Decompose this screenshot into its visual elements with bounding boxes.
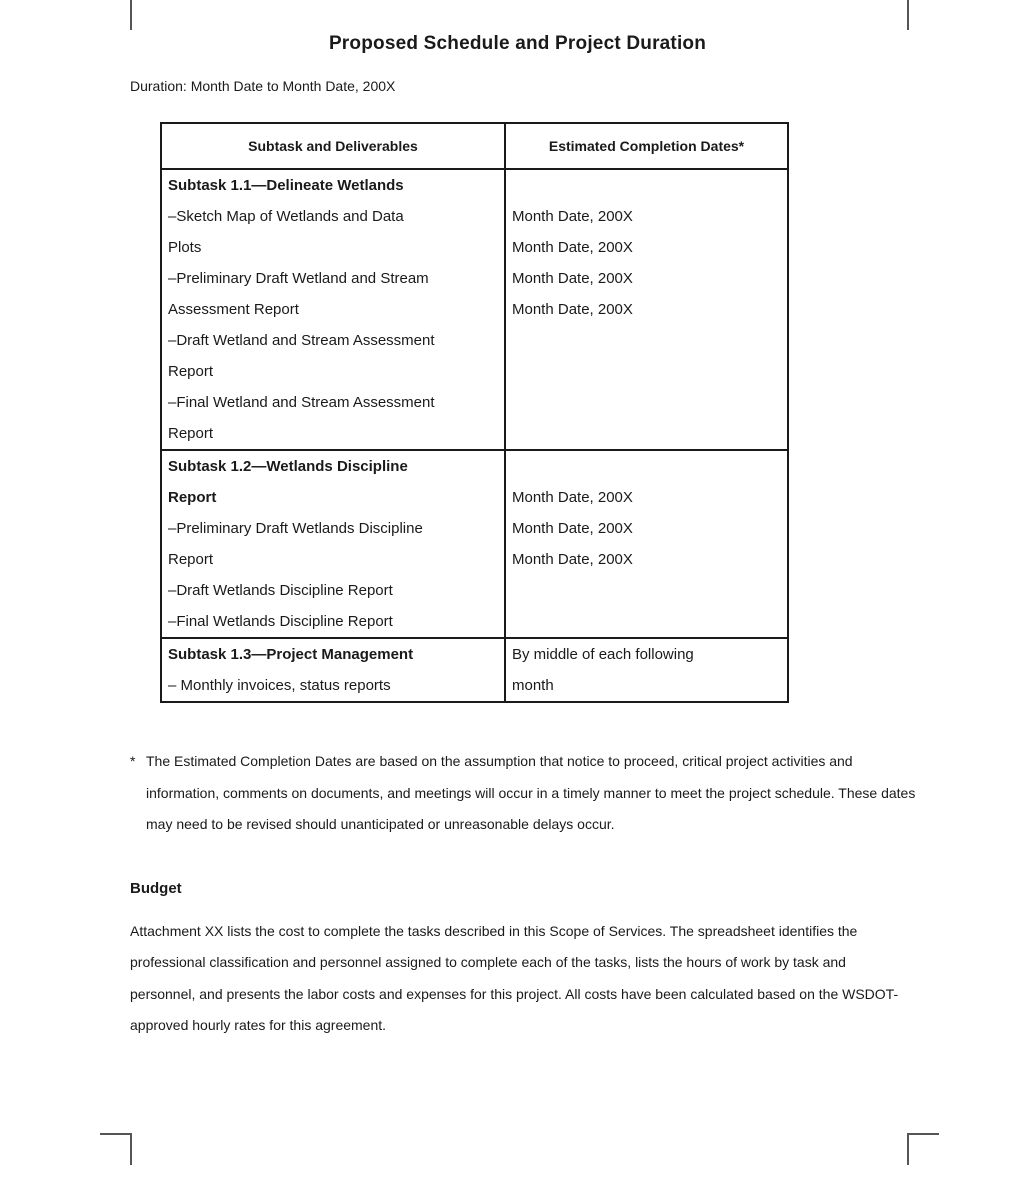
completion-date: month xyxy=(512,677,554,694)
completion-date: Month Date, 200X xyxy=(512,551,633,568)
subtask-heading: Subtask 1.3—Project Management xyxy=(168,646,414,663)
subtask-heading: Report xyxy=(168,489,217,506)
table-row xyxy=(161,169,788,450)
deliverable-line: Report xyxy=(168,425,214,442)
footnote-marker: * xyxy=(130,753,136,769)
deliverable-line: –Draft Wetland and Stream Assessment xyxy=(168,332,435,349)
subtask-heading: Subtask 1.2—Wetlands Discipline xyxy=(168,458,408,475)
completion-date: Month Date, 200X xyxy=(512,520,633,537)
date-cell xyxy=(505,169,788,450)
duration-line: Duration: Month Date to Month Date, 200X xyxy=(130,78,396,94)
completion-date: Month Date, 200X xyxy=(512,489,633,506)
deliverable-line: – Monthly invoices, status reports xyxy=(168,677,391,694)
date-cell xyxy=(505,638,788,702)
crop-mark-bottom-right xyxy=(907,1133,939,1165)
table-row xyxy=(161,638,788,702)
completion-date: Month Date, 200X xyxy=(512,270,633,287)
deliverable-line: Report xyxy=(168,551,214,568)
budget-heading: Budget xyxy=(130,880,182,897)
table-header-row xyxy=(161,123,788,169)
deliverable-line: Plots xyxy=(168,239,202,256)
deliverable-line: –Final Wetland and Stream Assessment xyxy=(168,394,435,411)
crop-mark-bottom-left xyxy=(100,1133,132,1165)
subtask-heading: Subtask 1.1—Delineate Wetlands xyxy=(168,177,404,194)
deliverable-line: Assessment Report xyxy=(168,301,299,318)
subtask-cell xyxy=(161,450,505,638)
deliverable-line: –Preliminary Draft Wetland and Stream xyxy=(168,270,429,287)
deliverable-line: –Draft Wetlands Discipline Report xyxy=(168,582,393,599)
subtask-cell xyxy=(161,169,505,450)
budget-paragraph: Attachment XX lists the cost to complete the tasks described in this Scope of Services. The spreadsheet identifies the professional classification and personnel assigned to complete each of the tasks, lists the hours of work by task and personnel, and presents the labor costs and expenses for this project. All costs have been calculated based on the WSDOT-approved hourly rates for this agreement. xyxy=(130,923,899,1033)
column-header-subtask: Subtask and Deliverables xyxy=(161,123,505,169)
column-header-completion-dates: Estimated Completion Dates* xyxy=(505,123,788,169)
deliverable-line: Report xyxy=(168,363,214,380)
crop-mark-top-left xyxy=(100,0,132,30)
completion-date: Month Date, 200X xyxy=(512,301,633,318)
date-cell xyxy=(505,450,788,638)
completion-date: By middle of each following xyxy=(512,646,694,663)
deliverable-line: –Sketch Map of Wetlands and Data xyxy=(168,208,404,225)
footnote-text: The Estimated Completion Dates are based on the assumption that notice to proceed, critical project activities and information, comments on documents, and meetings will occur in a timely manner to meet the project schedule. These dates may need to be revised should unanticipated or unreasonable delays occur. xyxy=(146,753,916,832)
completion-date: Month Date, 200X xyxy=(512,239,633,256)
deliverable-line: –Final Wetlands Discipline Report xyxy=(168,613,393,630)
subtask-cell xyxy=(161,638,505,702)
page-title: Proposed Schedule and Project Duration xyxy=(328,33,707,54)
deliverable-line: –Preliminary Draft Wetlands Discipline xyxy=(168,520,423,537)
footnote xyxy=(130,746,920,841)
schedule-table xyxy=(160,122,789,703)
table-row xyxy=(161,450,788,638)
completion-date: Month Date, 200X xyxy=(512,208,633,225)
crop-mark-top-right xyxy=(907,0,939,30)
